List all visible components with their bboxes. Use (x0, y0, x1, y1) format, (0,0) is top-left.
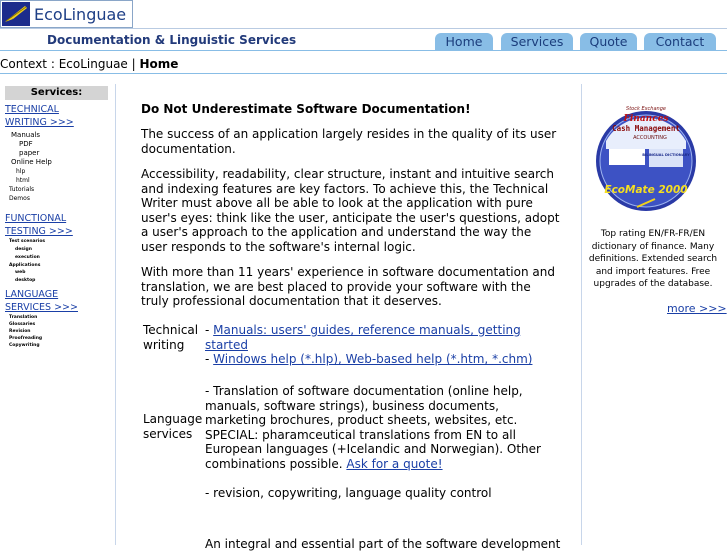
logo[interactable] (0, 0, 133, 28)
image-text-stock-exchange: Stock Exchange (626, 106, 666, 112)
breadcrumb-separator: | (131, 57, 136, 71)
fountain-pen-icon (2, 2, 30, 26)
right-column-divider (581, 84, 582, 545)
image-text-product: EcoMate 2000 (604, 184, 688, 196)
sidebar-item-paper: paper (19, 149, 40, 157)
translation-text: - Translation of software documentation (online help, manuals, software strings), business documents, marketing brochures, product sheets, websites, etc. (205, 384, 523, 428)
promo-text: Top rating EN/FR-FR/EN dictionary of finance. Many definitions. Extended search and import features. Free upgrades of the database. (588, 229, 718, 289)
sidebar-divider (115, 84, 116, 545)
breadcrumb-root[interactable]: EcoLinguae (58, 57, 128, 71)
pharmaceutical-text: SPECIAL: pharamceutical translations from EN to all European languages (+Icelandic and Norwegian). Other combinations possible. (205, 427, 541, 471)
sidebar-item-glossaries: Glossaries (9, 322, 36, 327)
sidebar-item-proofreading: Proofreading (9, 336, 43, 341)
technical-writing-links: - Manuals: users' guides, reference manuals, getting started - Windows help (*.hlp), Web-based help (*.htm, *.chm) (205, 323, 533, 367)
image-text-bilingual: BILINGUAL DICTIONARY (642, 153, 690, 157)
sidebar-item-revision: Revision (9, 329, 31, 334)
sidebar-item-test-scenarios: Test scenarios (9, 239, 46, 244)
ask-quote-link[interactable]: Ask for a quote! (346, 456, 443, 471)
technical-writing-label: Technical writing (143, 323, 199, 352)
sidebar-item-pdf: PDF (19, 140, 33, 148)
brand-name: EcoLinguae (34, 5, 127, 24)
more-link[interactable]: more >>> (667, 302, 727, 315)
sidebar-item-html: html (16, 177, 30, 184)
ecomate-product-image[interactable] (595, 101, 697, 221)
tab-services[interactable]: Services (501, 33, 573, 50)
sidebar-item-manuals: Manuals (11, 131, 41, 139)
sidebar-link-functional-testing[interactable]: FUNCTIONAL TESTING >>> (5, 213, 73, 237)
sidebar-link-language-services[interactable]: LANGUAGE SERVICES >>> (5, 289, 78, 313)
sidebar-item-web: web (15, 270, 26, 275)
experience-paragraph: With more than 11 years' experience in software documentation and translation, we are best placed to provide your software with the truly professional documentation that it deserves. (141, 265, 555, 309)
testing-description: An integral and essential part of the software development (205, 537, 561, 551)
sidebar-item-tutorials: Tutorials (9, 186, 35, 193)
sidebar-item-design: design (15, 247, 32, 252)
breadcrumb-divider (0, 73, 727, 74)
sidebar-item-desktop: desktop (15, 278, 36, 283)
sidebar-item-copywriting: Copywriting (9, 343, 40, 348)
site-subtitle: Documentation & Linguistic Services (47, 33, 297, 47)
sidebar-link-technical-writing[interactable]: TECHNICAL WRITING >>> (5, 104, 74, 128)
language-services-label: Language services (143, 412, 203, 441)
tabbar-divider (0, 50, 727, 51)
image-text-cash: Cash Management (612, 124, 680, 133)
sidebar-item-execution: execution (15, 255, 40, 260)
language-services-description (205, 384, 555, 472)
tab-home[interactable]: Home (435, 33, 493, 50)
intro-paragraph: The success of an application largely resides in the quality of its user documentation. (141, 127, 557, 156)
key-factors-paragraph: Accessibility, readability, clear structure, instant and intuitive search and indexing features are key factors. To achieve this, the Technical Writer must above all be able to look at the application with pure user's eyes: think like the user, anticipate the user's questions, adopt a user's approach to the application and understand the way the user responds to the software's internal logic. (141, 167, 560, 254)
tab-quote[interactable]: Quote (580, 33, 637, 50)
sidebar-item-demos: Demos (9, 195, 30, 202)
breadcrumb (0, 57, 178, 71)
image-text-finances: Finances (623, 114, 669, 124)
sidebar-item-translation: Translation (9, 315, 38, 320)
image-text-accounting: ACCOUNTING (633, 135, 667, 141)
manuals-link[interactable]: Manuals: users' guides, reference manuals, getting started (205, 323, 521, 352)
header-divider (0, 28, 727, 29)
sidebar-item-online-help: Online Help (11, 158, 52, 166)
windows-help-link[interactable]: Windows help (*.hlp), Web-based help (*.htm, *.chm) (213, 352, 533, 367)
revision-text: - revision, copywriting, language quality control (205, 486, 492, 500)
breadcrumb-label: Context : (0, 57, 55, 71)
services-header: Services: (5, 86, 108, 100)
tab-contact[interactable]: Contact (644, 33, 716, 50)
sidebar-item-hlp: hlp (16, 168, 26, 175)
page-headline: Do Not Underestimate Software Documentation! (141, 102, 471, 116)
sidebar-item-applications: Applications (9, 263, 41, 268)
breadcrumb-current: Home (139, 57, 179, 71)
